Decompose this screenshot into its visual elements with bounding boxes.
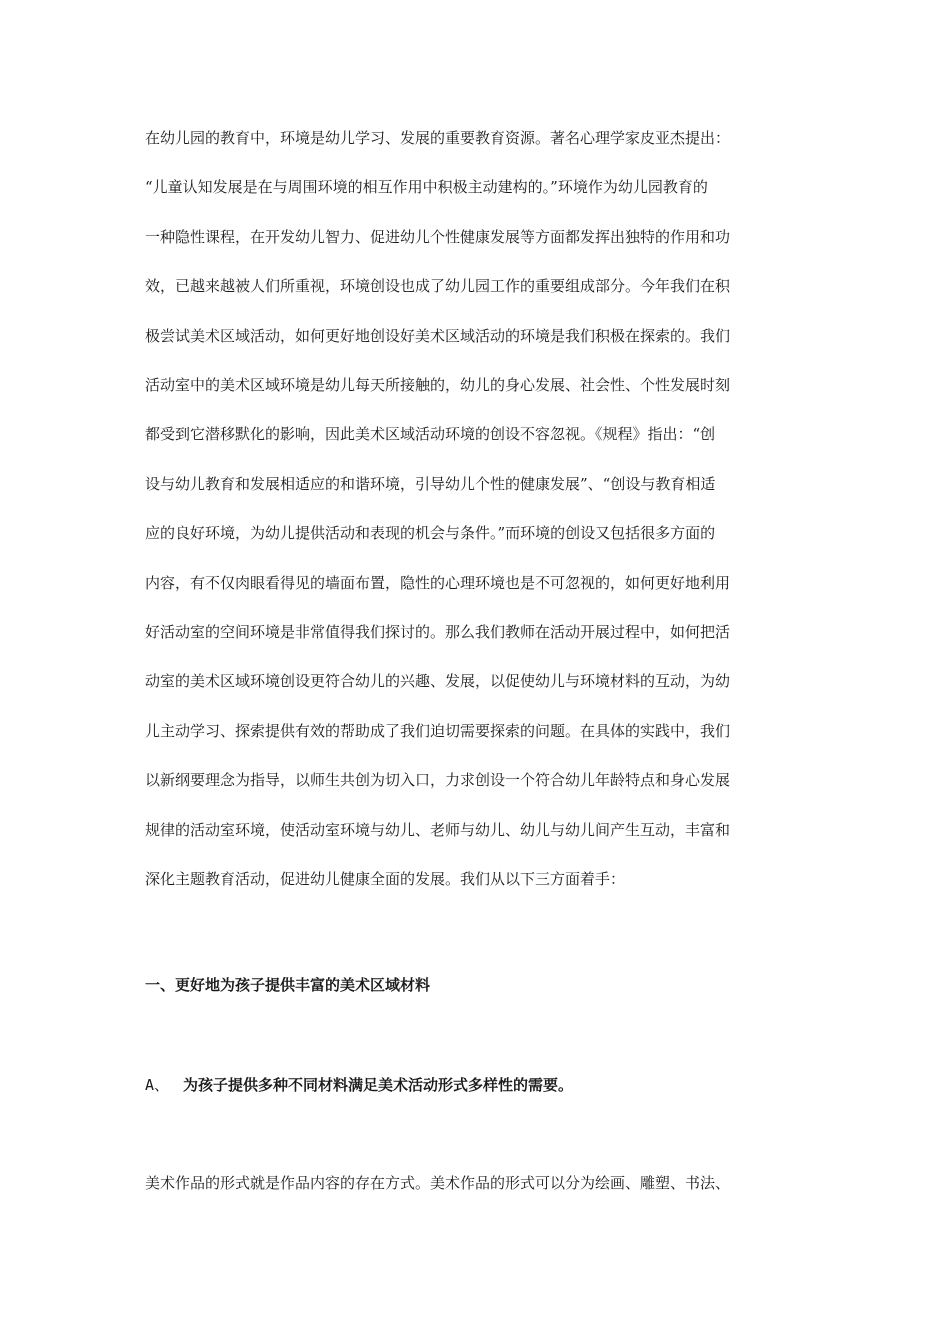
intro-line: 儿主动学习、探索提供有效的帮助成了我们迫切需要探索的问题。在具体的实践中，我们: [145, 721, 731, 740]
subsection-marker: A、: [145, 1076, 170, 1094]
intro-line: 好活动室的空间环境是非常值得我们探讨的。那么我们教师在活动开展过程中，如何把活: [145, 623, 731, 641]
body-line: 美术作品的形式就是作品内容的存在方式。美术作品的形式可以分为绘画、雕塑、书法、: [145, 1174, 731, 1192]
intro-line: 深化主题教育活动，促进幼儿健康全面的发展。我们从以下三方面着手：: [145, 870, 626, 888]
intro-line: 在幼儿园的教育中，环境是幼儿学习、发展的重要教育资源。著名心理学家皮亚杰提出：: [145, 129, 731, 147]
intro-line: 内容，有不仅肉眼看得见的墙面布置，隐性的心理环境也是不可忽视的，如何更好地利用: [145, 573, 731, 592]
intro-line: 设与幼儿教育和发展相适应的和谐环境，引导幼儿个性的健康发展”、“创设与教育相适: [145, 474, 716, 493]
intro-line: 应的良好环境，为幼儿提供活动和表现的机会与条件。”而环境的创设又包括很多方面的: [145, 524, 716, 543]
section-heading: 一、更好地为孩子提供丰富的美术区域材料: [145, 976, 431, 994]
intro-line: “儿童认知发展是在与周围环境的相互作用中积极主动建构的。”环境作为幼儿园教育的: [145, 178, 708, 197]
intro-line: 以新纲要理念为指导，以师生共创为切入口，力求创设一个符合幼儿年龄特点和身心发展: [145, 771, 731, 790]
intro-line: 一种隐性课程，在开发幼儿智力、促进幼儿个性健康发展等方面都发挥出独特的作用和功: [145, 227, 731, 246]
subsection-heading: [145, 1075, 805, 1095]
intro-line: 动室的美术区域环境创设更符合幼儿的兴趣、发展，以促使幼儿与环境材料的互动，为幼: [145, 672, 731, 691]
intro-line: 活动室中的美术区域环境是幼儿每天所接触的，幼儿的身心发展、社会性、个性发展时刻: [145, 376, 731, 394]
subsection-title: 为孩子提供多种不同材料满足美术活动形式多样性的需要。: [183, 1076, 574, 1094]
intro-line: 规律的活动室环境，使活动室环境与幼儿、老师与幼儿、幼儿与幼儿间产生互动，丰富和: [145, 820, 731, 839]
intro-line: 效，已越来越被人们所重视，环境创设也成了幼儿园工作的重要组成部分。今年我们在积: [145, 277, 731, 296]
intro-line: 都受到它潜移默化的影响，因此美术区域活动环境的创设不容忽视。《规程》指出：“创: [145, 425, 716, 444]
intro-line: 极尝试美术区域活动，如何更好地创设好美术区域活动的环境是我们积极在探索的。我们: [145, 326, 731, 345]
